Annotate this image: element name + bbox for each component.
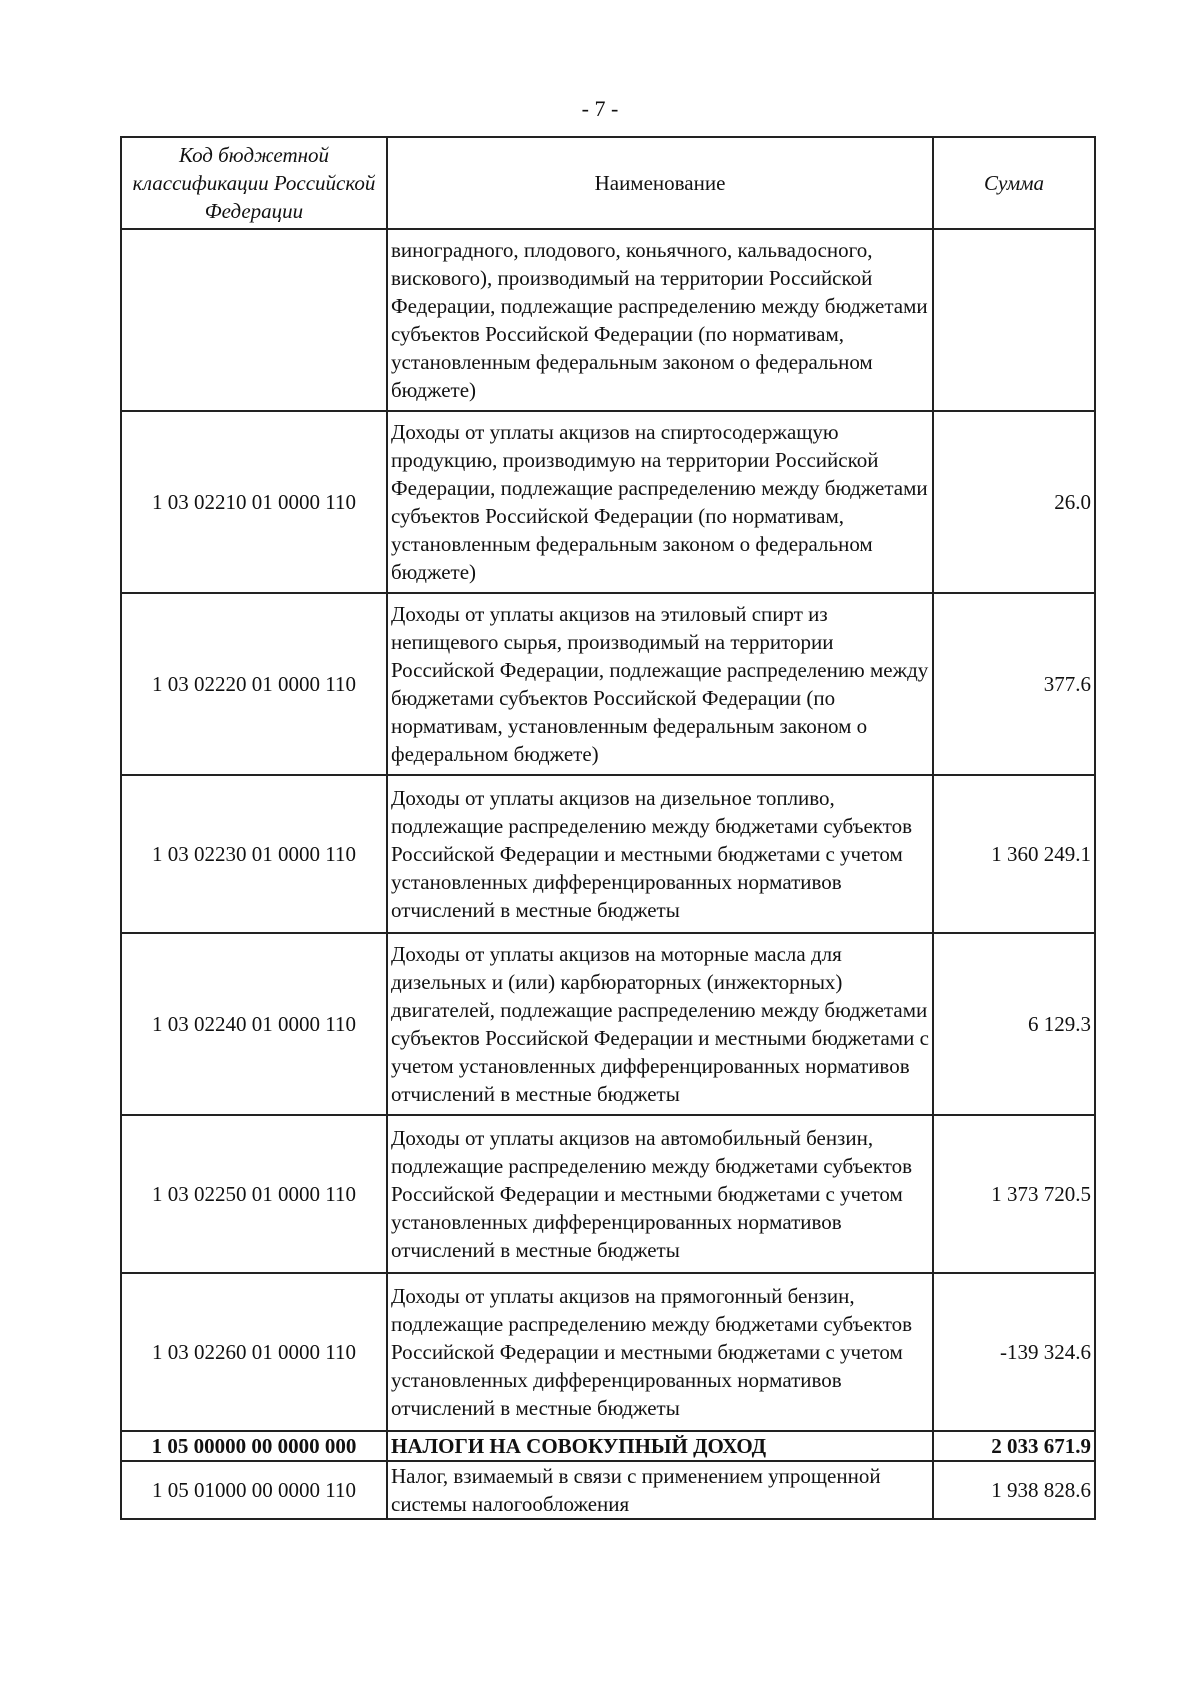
row-code: 1 03 02250 01 0000 110 bbox=[121, 1115, 387, 1273]
row-name: НАЛОГИ НА СОВОКУПНЫЙ ДОХОД bbox=[387, 1431, 933, 1461]
table-row bbox=[121, 1273, 1095, 1431]
row-code bbox=[121, 229, 387, 411]
row-sum: -139 324.6 bbox=[933, 1273, 1095, 1431]
row-code: 1 03 02220 01 0000 110 bbox=[121, 593, 387, 775]
row-code: 1 03 02210 01 0000 110 bbox=[121, 411, 387, 593]
row-code: 1 05 01000 00 0000 110 bbox=[121, 1461, 387, 1519]
table-row bbox=[121, 1461, 1095, 1519]
row-name: Доходы от уплаты акцизов на прямогонный бензин, подлежащие распределению между бюджетами субъектов Российской Федерации и местными бюджетами с учетом установленных дифференцированных нормативов отчислений в местные бюджеты bbox=[387, 1273, 933, 1431]
table-row bbox=[121, 1115, 1095, 1273]
row-name: виноградного, плодового, коньячного, кальвадосного, вискового), производимый на территории Российской Федерации, подлежащие распределению между бюджетами субъектов Российской Федерации (по нормативам, установленным федеральным законом о федеральном бюджете) bbox=[387, 229, 933, 411]
header-name: Наименование bbox=[387, 137, 933, 229]
row-name: Доходы от уплаты акцизов на спиртосодержащую продукцию, производимую на территории Российской Федерации, подлежащие распределению между бюджетами субъектов Российской Федерации (по нормативам, установленным федеральным законом о федеральном бюджете) bbox=[387, 411, 933, 593]
header-code: Код бюджетной классификации Российской Федерации bbox=[121, 137, 387, 229]
row-sum: 377.6 bbox=[933, 593, 1095, 775]
row-sum: 1 360 249.1 bbox=[933, 775, 1095, 933]
row-name: Доходы от уплаты акцизов на моторные масла для дизельных и (или) карбюраторных (инжекторных) двигателей, подлежащие распределению между бюджетами субъектов Российской Федерации и местными бюджетами с учетом установленных дифференцированных нормативов отчислений в местные бюджеты bbox=[387, 933, 933, 1115]
row-code: 1 03 02240 01 0000 110 bbox=[121, 933, 387, 1115]
row-sum: 6 129.3 bbox=[933, 933, 1095, 1115]
budget-table bbox=[120, 136, 1096, 1520]
row-code: 1 05 00000 00 0000 000 bbox=[121, 1431, 387, 1461]
row-code: 1 03 02260 01 0000 110 bbox=[121, 1273, 387, 1431]
row-sum: 1 373 720.5 bbox=[933, 1115, 1095, 1273]
row-sum bbox=[933, 229, 1095, 411]
header-sum: Сумма bbox=[933, 137, 1095, 229]
table-row bbox=[121, 229, 1095, 411]
row-name: Доходы от уплаты акцизов на дизельное топливо, подлежащие распределению между бюджетами субъектов Российской Федерации и местными бюджетами с учетом установленных дифференцированных нормативов отчислений в местные бюджеты bbox=[387, 775, 933, 933]
row-code: 1 03 02230 01 0000 110 bbox=[121, 775, 387, 933]
table-row bbox=[121, 933, 1095, 1115]
row-name: Доходы от уплаты акцизов на этиловый спирт из непищевого сырья, производимый на территории Российской Федерации, подлежащие распределению между бюджетами субъектов Российской Федерации (по нормативам, установленным федеральным законом о федеральном бюджете) bbox=[387, 593, 933, 775]
page-number: - 7 - bbox=[581, 96, 619, 121]
table-row bbox=[121, 775, 1095, 933]
table-row bbox=[121, 593, 1095, 775]
row-name: Налог, взимаемый в связи с применением упрощенной системы налогообложения bbox=[387, 1461, 933, 1519]
row-sum: 1 938 828.6 bbox=[933, 1461, 1095, 1519]
row-name: Доходы от уплаты акцизов на автомобильный бензин, подлежащие распределению между бюджетами субъектов Российской Федерации и местными бюджетами с учетом установленных дифференцированных нормативов отчислений в местные бюджеты bbox=[387, 1115, 933, 1273]
table-row-section bbox=[121, 1431, 1095, 1461]
row-sum: 26.0 bbox=[933, 411, 1095, 593]
row-sum: 2 033 671.9 bbox=[933, 1431, 1095, 1461]
table-row bbox=[121, 411, 1095, 593]
table-header-row bbox=[121, 137, 1095, 229]
